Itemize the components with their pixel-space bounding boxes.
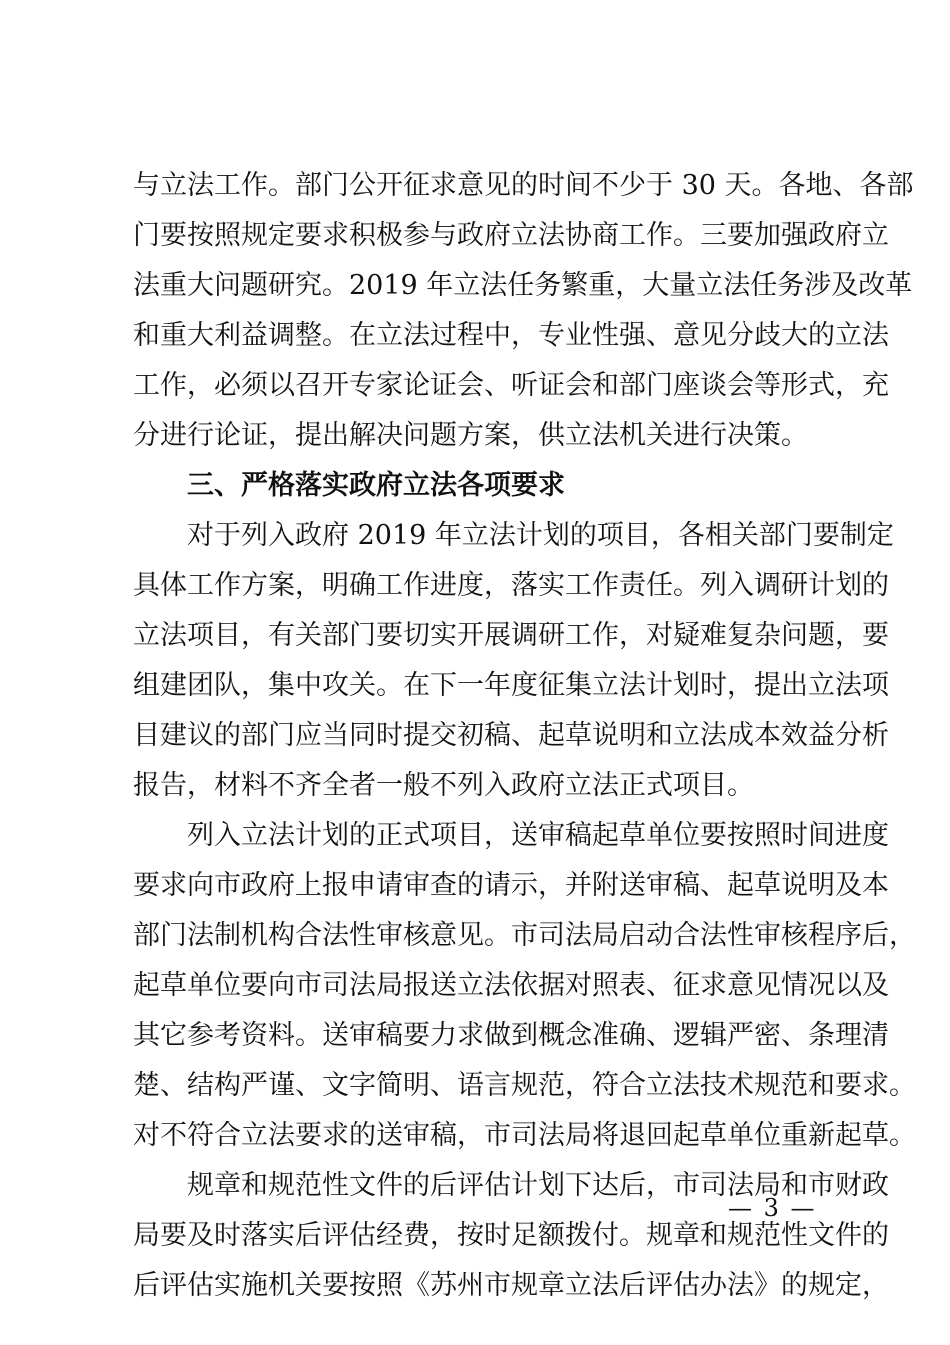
page-number: — 3 — bbox=[728, 1194, 817, 1222]
text-line: 列入立法计划的正式项目，送审稿起草单位要按照时间进度 bbox=[187, 820, 889, 851]
text-line: 工作，必须以召开专家论证会、听证会和部门座谈会等形式，充 bbox=[133, 370, 889, 401]
text-line: 其它参考资料。送审稿要力求做到概念准确、逻辑严密、条理清 bbox=[133, 1020, 889, 1051]
text-line: 部门法制机构合法性审核意见。市司法局启动合法性审核程序后， bbox=[133, 920, 916, 951]
text-line: 立法项目，有关部门要切实开展调研工作，对疑难复杂问题，要 bbox=[133, 620, 889, 651]
text-line: 组建团队，集中攻关。在下一年度征集立法计划时，提出立法项 bbox=[133, 670, 889, 701]
text-line: 和重大利益调整。在立法过程中，专业性强、意见分歧大的立法 bbox=[133, 320, 889, 351]
text-line: 楚、结构严谨、文字简明、语言规范，符合立法技术规范和要求。 bbox=[133, 1070, 916, 1101]
text-line: 具体工作方案，明确工作进度，落实工作责任。列入调研计划的 bbox=[133, 570, 889, 601]
text-line: 与立法工作。部门公开征求意见的时间不少于 30 天。各地、各部 bbox=[133, 170, 914, 201]
text-line: 对不符合立法要求的送审稿，市司法局将退回起草单位重新起草。 bbox=[133, 1120, 916, 1151]
text-line: 对于列入政府 2019 年立法计划的项目，各相关部门要制定 bbox=[187, 520, 894, 551]
text-line: 规章和规范性文件的后评估计划下达后，市司法局和市财政 bbox=[187, 1170, 889, 1201]
text-line: 局要及时落实后评估经费，按时足额拨付。规章和规范性文件的 bbox=[133, 1220, 889, 1251]
text-line: 报告，材料不齐全者一般不列入政府立法正式项目。 bbox=[133, 770, 754, 801]
text-line: 目建议的部门应当同时提交初稿、起草说明和立法成本效益分析 bbox=[133, 720, 889, 751]
section-heading: 三、严格落实政府立法各项要求 bbox=[187, 470, 565, 501]
text-line: 门要按照规定要求积极参与政府立法协商工作。三要加强政府立 bbox=[133, 220, 889, 251]
text-line: 要求向市政府上报申请审查的请示，并附送审稿、起草说明及本 bbox=[133, 870, 889, 901]
text-line: 起草单位要向市司法局报送立法依据对照表、征求意见情况以及 bbox=[133, 970, 889, 1001]
text-line: 法重大问题研究。2019 年立法任务繁重，大量立法任务涉及改革 bbox=[133, 270, 913, 301]
text-line: 后评估实施机关要按照《苏州市规章立法后评估办法》的规定， bbox=[133, 1270, 889, 1301]
text-line: 分进行论证，提出解决问题方案，供立法机关进行决策。 bbox=[133, 420, 808, 451]
